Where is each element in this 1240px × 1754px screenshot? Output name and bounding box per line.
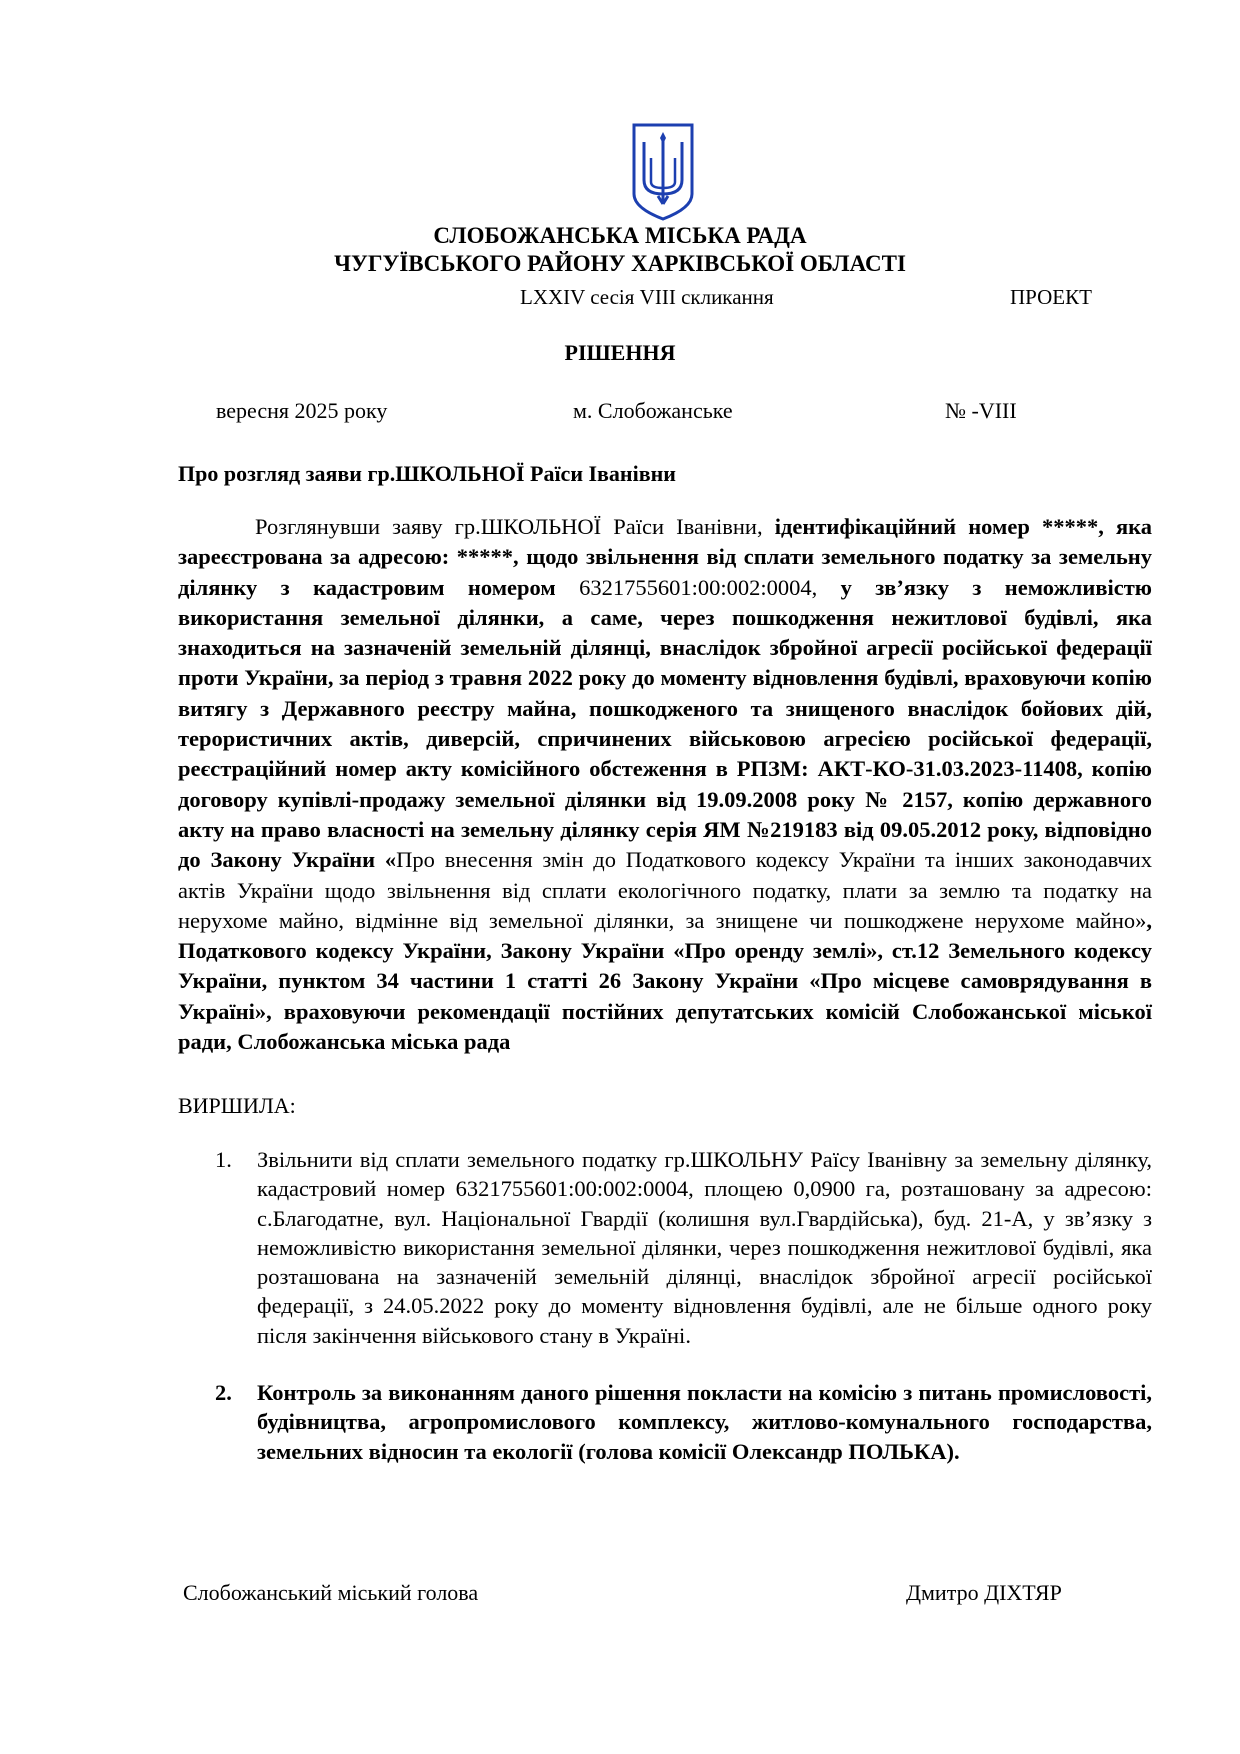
preamble-part-4: у зв’язку з неможливістю використання земельної ділянки, а саме, через пошкодження нежитлової будівлі, яка знаходиться на зазначеній земельній ділянці, внаслідок збройної агресії російської федерації проти України, за період з травня 2022 року до моменту відновлення будівлі, враховуючи копію витягу з Державного реєстру майна, пошкодженого та знищеного внаслідок бойових дій, терористичних актів, диверсій, спричинених військовою агресією російської федерації, реєстраційний номер акту комісійного обстеження в РПЗМ: АКТ-КО-31.03.2023-11408, копію договору купівлі-продажу земельної ділянки від 19.09.2008 року № 2157, копію державного акту на право власності на земельну ділянку серія ЯМ №219183 від 09.05.2012 року, відповідно до Закону України «	[178, 574, 1152, 873]
preamble-part-6: , Податкового кодексу України, Закону України «Про оренду землі», ст.12 Земельного кодексу України, пунктом 34 частини 1 статті 26 Закону України «Про місцеве самоврядування в Україні», враховуючи рекомендації постійних депутатських комісій Слобожанської міської ради, Слобожанська міська рада	[178, 907, 1152, 1055]
ukraine-coat-of-arms-icon	[630, 122, 696, 222]
list-item	[215, 1145, 1152, 1350]
preamble-cadastral: 6321755601:00:002:0004,	[579, 574, 841, 600]
list-item-text: Контроль за виконанням даного рішення покласти на комісію з питань промисловості, будівництва, агропромислового комплексу, житлово-комунального господарства, земельних відносин та екології (голова комісії Олександр ПОЛЬКА).	[257, 1380, 1152, 1464]
district-name: ЧУГУЇВСЬКОГО РАЙОНУ ХАРКІВСЬКОЇ ОБЛАСТІ	[334, 251, 906, 276]
session-info: LXXIV сесія VIII скликання	[520, 285, 774, 309]
preamble-law-title: Про внесення змін до Податкового кодексу України та інших законодавчих актів України щодо звільнення від сплати екологічного податку, плати за землю та податку на нерухоме майно, відмінне від земельної ділянки, за знищене чи пошкоджене нерухоме майно»	[178, 847, 1153, 933]
signature-name: Дмитро ДІХТЯР	[906, 1580, 1062, 1605]
decision-title: РІШЕННЯ	[564, 340, 676, 365]
decision-number: № -VIII	[945, 398, 1017, 423]
preamble-part-1: Розглянувши заяву гр.ШКОЛЬНОЇ Раїси Іванівни,	[255, 514, 775, 539]
project-label: ПРОЕКТ	[1010, 285, 1092, 309]
list-item-number: 1.	[215, 1147, 232, 1172]
preamble-part-2: ідентифікаційний номер *****, яка зареєстрована за адресою: *****, щодо звільнення від сплати земельного податку за земельну ділянку з кадастровим номером	[178, 514, 1152, 600]
resolved-label: ВИРШИЛА:	[178, 1093, 296, 1118]
signature-position: Слобожанський міський голова	[183, 1580, 479, 1605]
list-item-text: Звільнити від сплати земельного податку гр.ШКОЛЬНУ Раїсу Іванівну за земельну ділянку, кадастровий номер 6321755601:00:002:0004, площею 0,0900 га, розташовану за адресою: с.Благодатне, вул. Національної Гвардії (колишня вул.Гвардійська), буд. 21-А, у зв’язку з неможливістю використання земельної ділянки, через пошкодження нежитлової будівлі, яка розташована на зазначеній земельній ділянці, внаслідок збройної агресії російської федерації, з 24.05.2022 року до моменту відновлення будівлі, але не більше одного року після закінчення військового стану в Україні.	[257, 1147, 1152, 1348]
decision-date: вересня 2025 року	[216, 398, 388, 423]
preamble-paragraph	[178, 512, 1152, 1057]
decision-place: м. Слобожанське	[573, 398, 733, 423]
list-item	[215, 1378, 1152, 1466]
decision-subject: Про розгляд заяви гр.ШКОЛЬНОЇ Раїси Іванівни	[178, 461, 676, 486]
council-name: СЛОБОЖАНСЬКА МІСЬКА РАДА	[433, 223, 807, 248]
list-item-number: 2.	[215, 1380, 232, 1405]
